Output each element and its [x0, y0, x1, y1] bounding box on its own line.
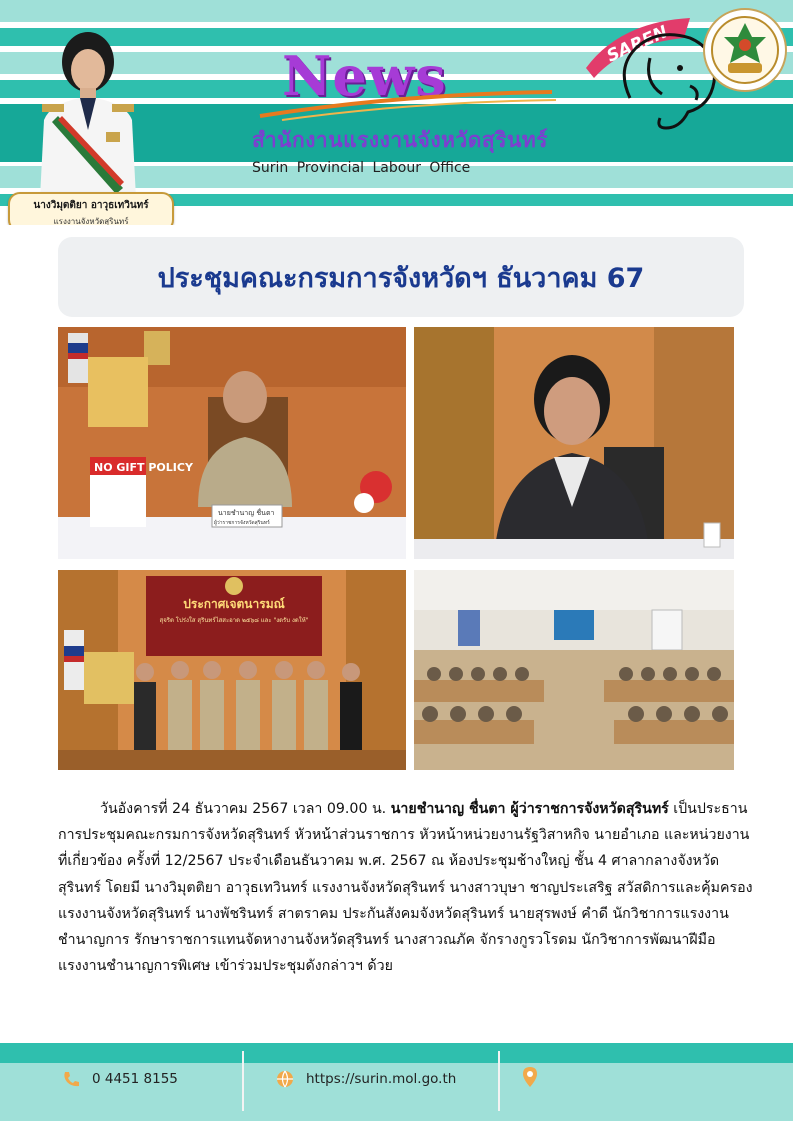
seal-emblem: [710, 15, 780, 85]
phone-number: 0 4451 8155: [92, 1071, 178, 1087]
footer-divider: [498, 1051, 500, 1111]
photo-governor: [58, 327, 406, 559]
article-rest: เป็นประธานการประชุมคณะกรมการจังหวัดสุรินทร์ หัวหน้าส่วนราชการ หัวหน้าหน่วยงานรัฐวิสาหกิจ นายอำเภอ และหน่วยงานที่เกี่ยวข้อง ครั้งที่ 12/2567 ประจำเดือนธันวาคม พ.ศ. 2567 ณ ห้องประชุมช้างใหญ่ ชั้น 4 ศาลากลางจังหวัดสุรินทร์ โดยมี นางวิมุตติยา อาวุธเทวินทร์ แรงงานจังหวัดสุรินทร์ นางสาวบุษา ชาญประเสริฐ สวัสดิการและคุ้มครองแรงงานจังหวัดสุรินทร์ นางพัชรินทร์ สาตราคม ประกันสังคมจังหวัดสุรินทร์ นายสุรพงษ์ คำดี นักวิชาการแรงงานชำนาญการ รักษาราชการแทนจัดหางานจังหวัดสุรินทร์ นางสาวณภัค จักรางกูรวโรดม นักวิชาการพัฒนาฝีมือแรงงานชำนาญการพิเศษ เข้าร่วมประชุมดังกล่าวฯ ด้วย: [58, 801, 753, 975]
banner-title-text: ประกาศเจตนารมณ์: [183, 597, 285, 611]
footer-website[interactable]: [276, 1070, 456, 1088]
office-name-thai: สำนักงานแรงงานจังหวัดสุรินทร์: [252, 128, 548, 152]
nameplate-name-text: นายชำนาญ ชื่นตา: [218, 509, 275, 517]
photo-integrity-pledge: [58, 570, 406, 770]
photo-labour-director: [414, 327, 734, 559]
nameplate-position-text: ผู้ว่าราชการจังหวัดสุรินทร์: [214, 520, 270, 526]
article-lead: วันอังคารที่ 24 ธันวาคม 2567 เวลา 09.00 น.: [100, 801, 391, 817]
globe-icon: [276, 1070, 294, 1088]
footer-divider: [242, 1051, 244, 1111]
saren-text: SAREN: [603, 22, 671, 67]
director-name-plate: [8, 192, 174, 225]
footer-phone: [62, 1070, 178, 1088]
page-title: ประชุมคณะกรมการจังหวัดฯ ธันวาคม 67: [157, 262, 645, 294]
header-banner: [0, 0, 793, 225]
director-name: นางวิมุตติยา อาวุธเทวินทร์: [33, 200, 149, 211]
banner-sub-text: สุจริต โปร่งใส สุรินทร์ไสสะอาด ๒๕๖๘ และ "งดรับ งดให้": [159, 617, 309, 624]
photo-meeting-hall: [414, 570, 734, 770]
provincial-seal-icon: [703, 8, 787, 92]
website-link[interactable]: https://surin.mol.go.th: [306, 1071, 457, 1087]
article-chair-name: นายชำนาญ ชื่นตา ผู้ว่าราชการจังหวัดสุรินทร์: [390, 801, 669, 817]
director-position: แรงงานจังหวัดสุรินทร์: [53, 217, 129, 225]
location-pin-icon: [522, 1066, 538, 1092]
news-wordmark: News: [282, 44, 447, 108]
no-gift-sign-text: NO GIFT POLICY: [94, 461, 193, 474]
phone-icon: [62, 1070, 80, 1088]
swoosh-decoration: [252, 88, 562, 122]
footer-stripe: [0, 1043, 793, 1063]
office-name-english: Surin Provincial Labour Office: [252, 160, 471, 176]
director-portrait: [28, 20, 148, 198]
headline-box: [58, 237, 744, 317]
article-body: [58, 796, 758, 979]
